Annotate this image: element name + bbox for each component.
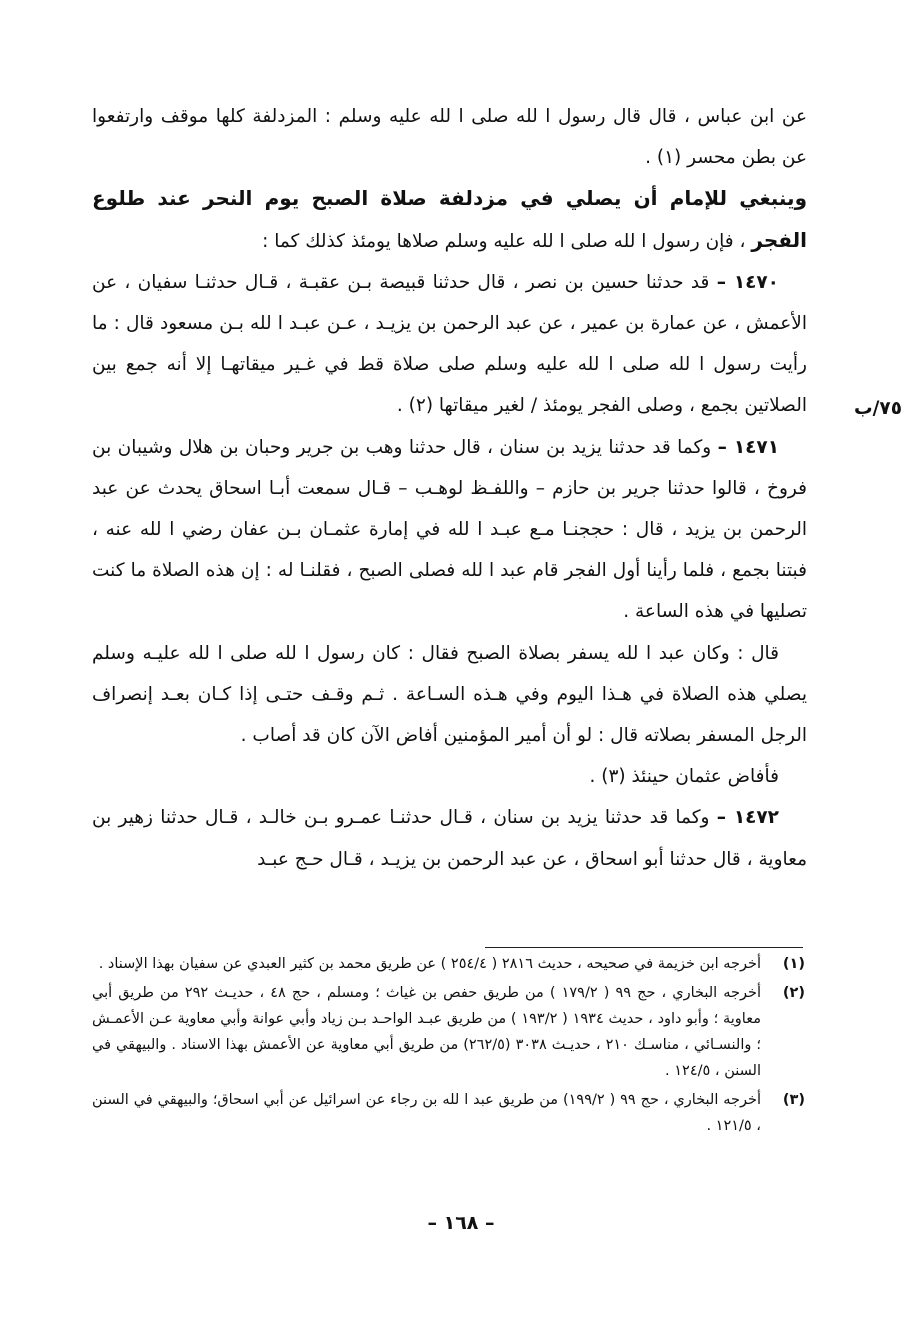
footnote-2: [92, 980, 805, 1084]
heading-bold-text: وينبغي للإمام أن يصلي في مزدلفة صلاة الصبح يوم النحر عند طلوع الفجر: [92, 186, 807, 252]
footnote-text: أخرجه البخاري ، حج ٩٩ ( ١٧٩/٢ ) من طريق حفص بن غياث ؛ ومسلم ، حج ٤٨ ، حديـث ٢٩٢ من طريق أبي معاوية ؛ وأبو داود ، حديث ١٩٣٤ ( ١٩٣/٢ ) من طريق عبـد الواحـد بـن زياد وأبي عوانة وأبي معاوية عـن الأعمـش ؛ والنسـائي ، مناسـك ٢١٠ ، حديـث ٣٠٣٨ (٢٦٢/٥) من طريق أبي معاوية عن الأعمش بهذا الاسناد . والبيهقي في السنن ، ١٢٤/٥ .: [92, 985, 761, 1079]
paragraph-afad: فأفاض عثمان حينئذ (٣) .: [589, 766, 779, 788]
hadith-1470: [92, 262, 807, 427]
main-text: [92, 96, 807, 880]
footnote-1: [92, 951, 805, 977]
heading-rest-text: ، فإن رسول ا لله صلى ا لله عليه وسلم صلاها يومئذ كذلك كما :: [262, 230, 752, 252]
hadith-number: ١٤٧٢ –: [716, 807, 779, 829]
paragraph-qal: قال : وكان عبد ا لله يسفر بصلاة الصبح فقال : كان رسول ا لله صلى ا لله عليـه وسلم يصلي هذه الصلاة في هـذا اليوم وفي هـذه السـاعة . ثـم وقـف حتـى إذا كـان بعـد إنصراف الرجل المسفر بصلاته قال : لو أن أمير المؤمنين أفاض الآن كان قد أصاب .: [92, 642, 807, 747]
chapter-heading: [92, 178, 807, 261]
hadith-1471: [92, 427, 807, 633]
hadith-number: ١٤٧٠ –: [716, 271, 779, 293]
manuscript-folio-mark: ٧٥/ب: [854, 398, 902, 419]
footnote-number: (٢): [782, 985, 805, 1001]
paragraph-ibn-abbas: عن ابن عباس ، قال قال رسول ا لله صلى ا لله عليه وسلم : المزدلفة كلها موقف وارتفعوا عن بطن محسر (١) .: [92, 106, 807, 169]
hadith-text: وكما قد حدثنا يزيد بن سنان ، قال حدثنا وهب بن جرير وحبان بن هلال وشيبان بن فروخ ، قالوا حدثنا جرير بن حازم – واللفـظ لوهـب – قـال سمعت أبـا اسحاق يحدث عن عبد الرحمن بن يزيد ، قال : حججنـا مـع عبـد ا لله في إمارة عثمـان بـن عفان رضي ا لله عنه ، فبتنا بجمع ، فلما رأينا أول الفجر قام عبد ا لله فصلى الصبح ، فقلنـا له : إن هذه الصلاة ما كنت تصليها في هذه الساعة .: [92, 436, 807, 623]
footnote-divider: [485, 947, 803, 948]
footnote-text: أخرجه البخاري ، حج ٩٩ ( ١٩٩/٢) من طريق عبد ا لله بن رجاء عن اسرائيل عن أبي اسحاق؛ والبيهقي في السنن ، ١٢١/٥ .: [92, 1092, 762, 1134]
hadith-text: قد حدثنا حسين بن نصر ، قال حدثنا قبيصة بـن عقبـة ، قـال حدثنـا سفيان ، عن الأعمش ، عن عمارة بن عمير ، عن عبد الرحمن بن يزيـد ، عـن عبـد ا لله بـن مسعود قال : ما رأيت رسول ا لله صلى ا لله عليه وسلم صلى صلاة قط في غـير ميقاتهـا إلا أنه جمع بين الصلاتين بجمع ، وصلى الفجر يومئذ / لغير ميقاتها (٢) .: [92, 271, 807, 417]
page-number: – ١٦٨ –: [427, 1212, 495, 1234]
hadith-text: وكما قد حدثنا يزيد بن سنان ، قـال حدثنـا عمـرو بـن خالـد ، قـال حدثنا زهير بن معاوية ، قال حدثنا أبو اسحاق ، عن عبد الرحمن بن يزيـد ، قـال حـج عبـد: [92, 807, 807, 870]
footnote-number: (٣): [782, 1092, 805, 1108]
footnote-text: أخرجه ابن خزيمة في صحيحه ، حديث ٢٨١٦ ( ٢٥٤/٤ ) عن طريق محمد بن كثير العبدي عن سفيان بهذا الإسناد .: [98, 956, 761, 972]
footnote-number: (١): [782, 956, 805, 972]
footnotes: [92, 951, 805, 1142]
footnote-3: [92, 1087, 805, 1139]
hadith-1472: [92, 797, 807, 879]
hadith-number: ١٤٧١ –: [717, 436, 779, 458]
